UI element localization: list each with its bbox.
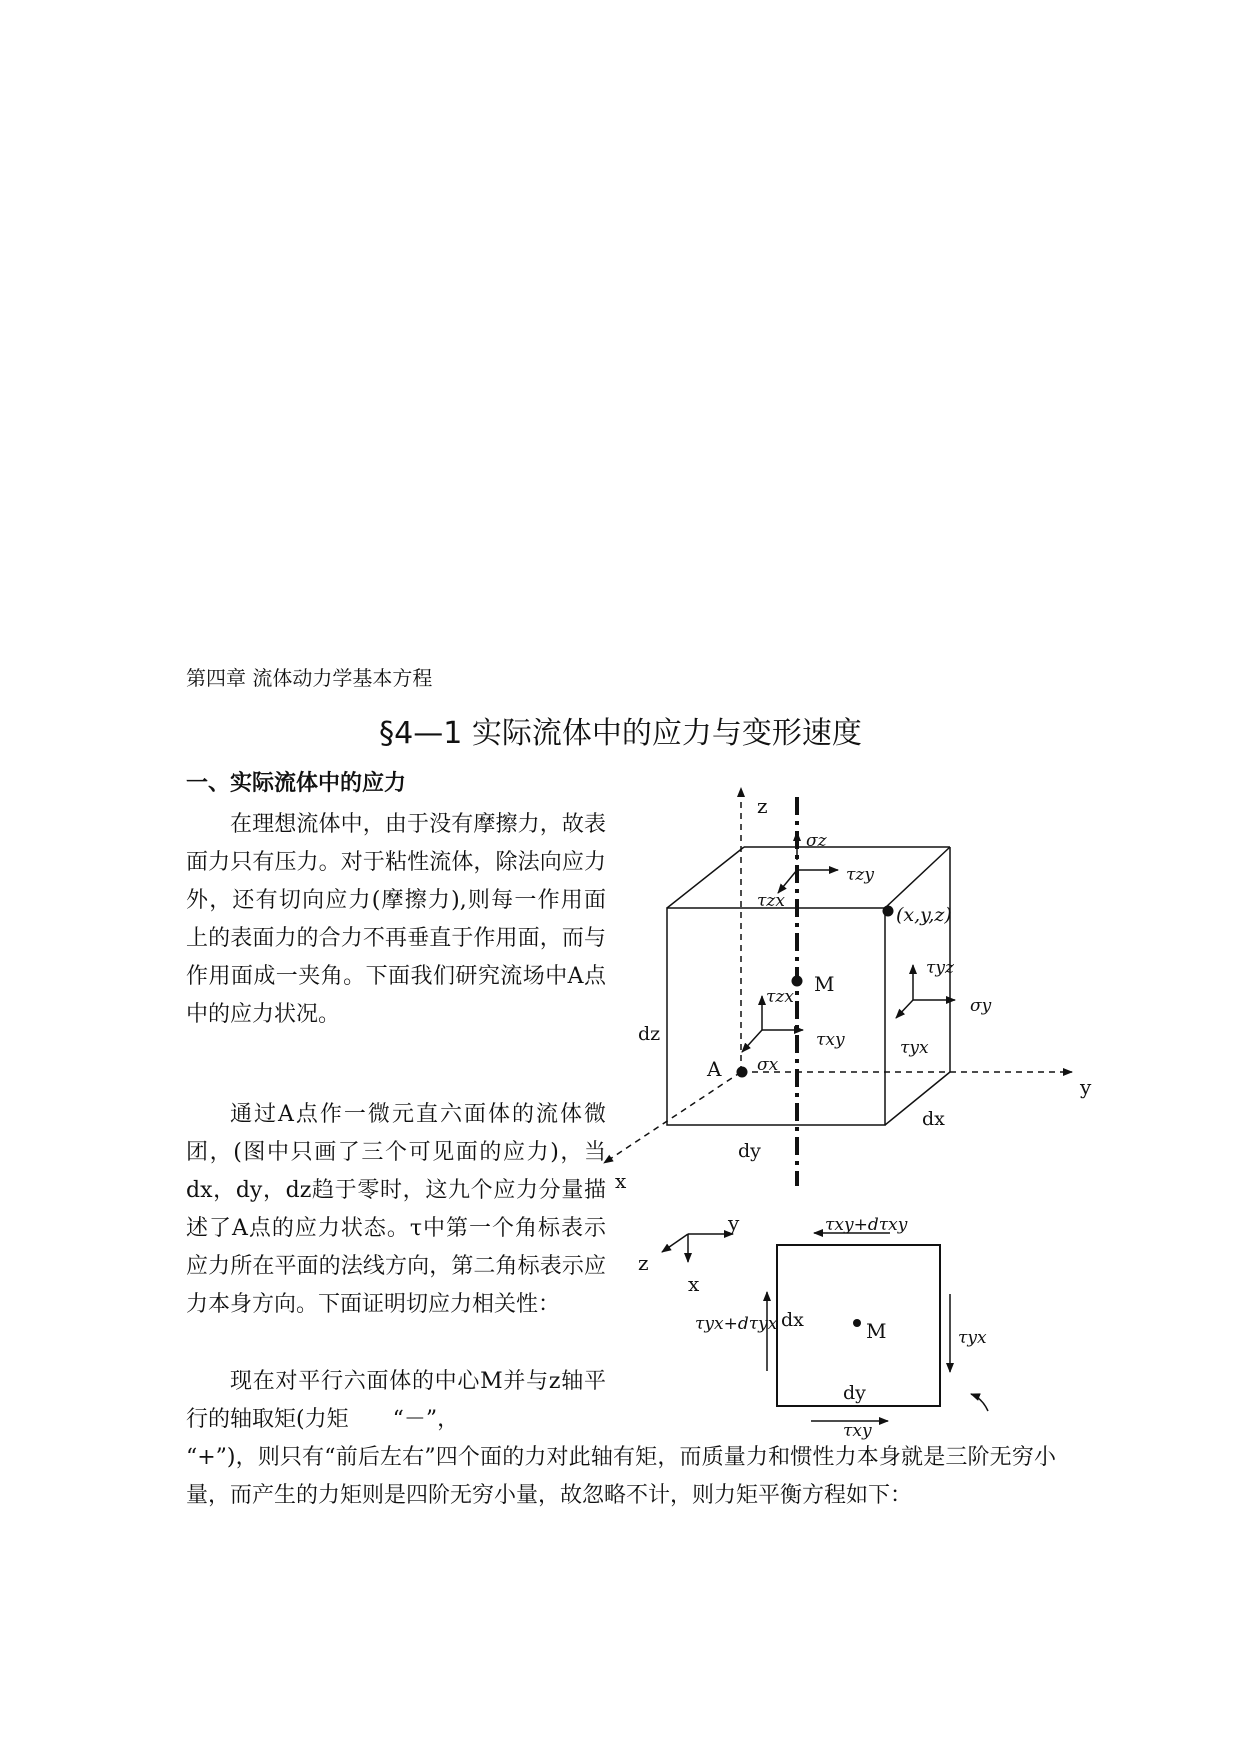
tau-zx-top-label: τzx	[757, 891, 785, 911]
axis-y-label: y	[1080, 1075, 1092, 1099]
right-shear-label: τyx	[958, 1328, 987, 1348]
tau-yx-arrow	[896, 1000, 913, 1018]
tau-zy-label: τzy	[846, 865, 874, 885]
corner-point-dot	[883, 906, 894, 917]
paragraph-2: 通过A点作一微元直六面体的流体微团，(图中只画了三个可见面的应力)，当dx，dy，dz趋于零时，这九个应力分量描述了A点的应力状态。τ中第一个角标表示应力所在平面的法线方向，第二角标表示应力本身方向。下面证明切应力相关性：	[186, 1102, 606, 1317]
paragraph-3-start: 现在对平行六面体的中心M并与z轴平行的轴取矩(力矩 “－”，	[186, 1369, 606, 1432]
tau-yx-label: τyx	[900, 1038, 929, 1058]
x-axis	[604, 1072, 741, 1163]
chapter-header: 第四章 流体动力学基本方程	[186, 666, 433, 690]
left-shear-label: τyx+dτyx	[695, 1314, 778, 1334]
subsection-heading: 一、实际流体中的应力	[186, 771, 407, 796]
dx-label: dx	[922, 1108, 945, 1130]
sigma-x-arrow	[742, 1030, 762, 1052]
cube-edge	[885, 847, 950, 908]
top-shear-label: τxy+dτxy	[825, 1215, 908, 1235]
corner-coord-label: (x,y,z)	[896, 904, 952, 926]
paragraph-1: 在理想流体中，由于没有摩擦力，故表面力只有压力。对于粘性流体，除法向应力外，还有切向应力(摩擦力),则每一作用面上的表面力的合力不再垂直于作用面，而与作用面成一夹角。下面我们研究流场中A点中的应力状况。	[186, 812, 606, 1027]
tau-xy-label: τxy	[816, 1030, 845, 1050]
cube-front-face	[667, 908, 885, 1125]
tau-zx-top-arrow	[778, 870, 797, 893]
triad-z-label: z	[638, 1251, 649, 1275]
axes-triad	[662, 1234, 733, 1262]
square-dy-label: dy	[843, 1382, 866, 1404]
point-A-dot	[737, 1067, 748, 1078]
point-A-label: A	[707, 1057, 722, 1081]
tau-yz-label: τyz	[926, 958, 954, 978]
cube-figure	[604, 788, 1072, 1186]
square-point-M-label: M	[866, 1319, 887, 1343]
triad-y-label: y	[728, 1211, 740, 1235]
sigma-y-label: σy	[970, 996, 992, 1016]
section-title: §4—1 实际流体中的应力与变形速度	[379, 716, 862, 751]
tau-zx-mid-label: τzx	[766, 987, 794, 1007]
dy-label: dy	[738, 1140, 761, 1162]
axis-z-label: z	[757, 794, 768, 818]
bottom-shear-label: τxy	[843, 1421, 872, 1441]
sigma-z-label: σz	[806, 831, 827, 851]
triad-x-label: x	[688, 1272, 700, 1296]
point-M-label: M	[814, 972, 835, 996]
moment-arrow	[971, 1394, 988, 1411]
cube-edge	[667, 847, 744, 908]
axis-x-label: x	[615, 1169, 627, 1193]
square-dx-label: dx	[781, 1309, 804, 1331]
paragraph-3-continued: “+”)，则只有“前后左右”四个面的力对此轴有矩，而质量力和惯性力本身就是三阶无穷小量，而产生的力矩则是四阶无穷小量，故忽略不计，则力矩平衡方程如下：	[186, 1445, 1056, 1508]
sigma-x-label: σx	[757, 1055, 779, 1075]
dz-label: dz	[638, 1023, 661, 1045]
square-point-M-dot	[853, 1319, 861, 1327]
point-M-dot	[792, 976, 803, 987]
